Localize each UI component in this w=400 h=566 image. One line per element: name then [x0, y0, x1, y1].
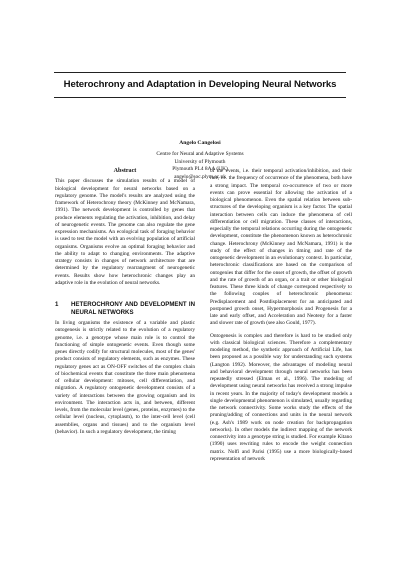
author-name: Angelo Cangelosi — [179, 140, 221, 146]
right-column — [210, 168, 352, 463]
title-bottom-rule — [54, 97, 346, 98]
abstract-heading: Abstract — [113, 168, 137, 174]
body-paragraph: In living organisms the existence of a variable and plastic ontogenesis is strictly related to the evolution of a regulatory genome, i.e. a genotype whose main role is to control the functioning of simple ontogenetic events. Even though some genes directly codify for structural molecules, most of the genes' product consists of regulatory elements, such as enzymes. These regulatory genes act as ON-OFF switches of the complex chain of biochemical events that constitute the three main phenomena of cellular development: mitoses, cell differentiation, and migration. A regulatory ontogenetic development consists of a variety of interactions between the growing organism and its environment. The interaction acts in, and between, different levels, from the molecular level (genes, proteins, enzymes) to the cellular level (nucleus, cytoplasm), to the inter-cell level (cell assemblies, organs and tissues) and to the organism level (behavior). In such a regulatory development, the timing — [55, 320, 195, 435]
abstract-text: This paper discusses the simulation results of a model of biological development for neural networks based on a regulatory genome. The model's results are analyzed using the framework of Heterochrony theory (McKinney and McNamara, 1991). The network development is controlled by genes that produce elements regulating the activation, inhibition, and delay of neurogenetic events. The genome can also regulate the gene expression mechanisms. An ecological task of foraging behavior is used to test the model with an evolving population of artificial organisms. Organisms evolve an optimal foraging behavior and the ability to adapt to changing environments. The adaptive strategy consists in changes of network architecture that are determined by the regulatory rearrangment of neurogenetic events. Results show how heterochronic changes play an adaptive role in the evolution of neural networks. — [55, 178, 195, 286]
section-title: HETEROCHRONY AND DEVELOPMENT IN NEURAL NETWORKS — [71, 301, 195, 316]
paper-title: Heterochrony and Adaptation in Developing Neural Networks — [63, 79, 337, 90]
section-number: 1 — [55, 301, 59, 308]
body-paragraph: Ontogenesis is complex and therefore is hard to be studied only with classical biological sciences. Therefore a complementary modeling method, the synthetic approach of Artificial Life, has been proposed as a possible way for understanding such systems (Langton 1992). Moreover, the advantages of modeling neural and behavioral development through neural networks has been repeatedly stressed (Elman et al., 1996). The modeling of development using neural networks has received a strong impulse in recent years. In the majority of today's development models a single developmental phenomenon is simulated, usually regarding the network connectivity. Some works study the effects of the pruning/adding of connections and units in the neural network (e.g. Ash's 1989 work on node creation for backpropagation networks). In other models the indirect mapping of the network connectivity into a genotype string is studied. For example Kitano (1990) uses rewriting rules to encode the weight connection matrix. Nolfi and Parisi (1995) use a more biologically-based representation of network — [210, 332, 352, 462]
left-column — [55, 168, 195, 436]
affiliation-line: Plymouth PL4 8AA (UK) — [172, 166, 228, 173]
title-top-rule — [54, 72, 346, 73]
affiliation-line: University of Plymouth — [174, 158, 226, 165]
affiliation-line: Centre for Neural and Adaptive Systems — [156, 151, 244, 158]
section-heading — [55, 301, 195, 317]
body-paragraph: of the events, i.e. their temporal activation/inhibition, and their rate, i.e. the frequency of occurrence of the phenomena, both have a strong impact. The temporal co-occurrence of two or more events can prove essential for allowing the activation of a biological phenomenon. Even the spatial relation between sub-structures of the developing organism is a key factor. The spatial interaction between cells can induce the phenomena of cell differentiation or cell migration. These classes of interactions, especially the temporal relations occurring during the ontogenetic development, constitute the phenomenon known as heterochronic change. Heterochrony (McKinney and McNamara, 1991) is the study of the effect of changes in timing and rate of the ontogenetic development in an evolutionary context. In particular, heterochronic classifications are based on the comparison of ontogenies that differ for the onset of growth, the offset of growth and the rate of growth of an organ, or a trait or other biological features. These three kinds of change correspond respectively to the following couples of heterochronic phenomena: Predisplacement and Postdisplacement for an anticipated and postponed growth onset, Hypermorphosis and Progenesis for a late and early offset, and Acceleration and Neoteny for a faster and slower rate of growth (see also Gould, 1977). — [210, 168, 352, 327]
author-email: angelo@soc.plym.ac.uk — [174, 173, 226, 180]
